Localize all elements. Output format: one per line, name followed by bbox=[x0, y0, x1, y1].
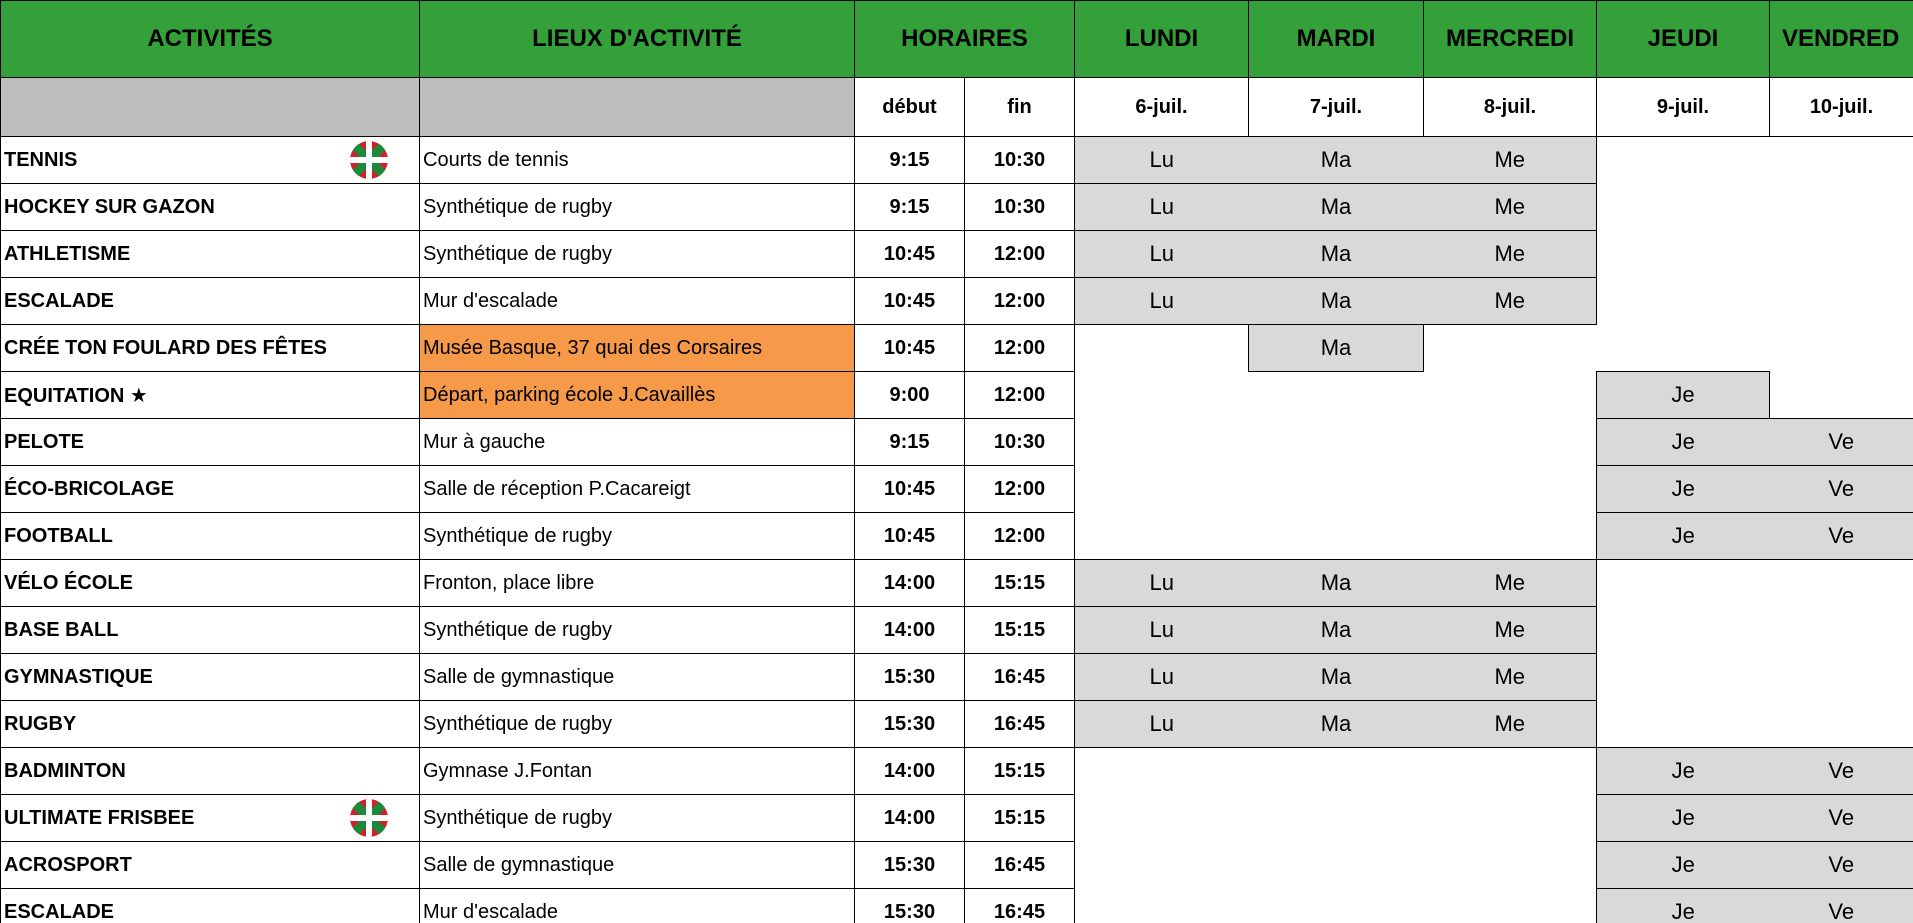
day-cell-mardi[interactable]: Ma bbox=[1249, 560, 1424, 607]
day-cell-mardi[interactable]: Ma bbox=[1249, 231, 1424, 278]
place-cell[interactable]: Synthétique de rugby bbox=[420, 513, 855, 560]
day-cell-mardi[interactable] bbox=[1249, 889, 1424, 923]
activity-name: GYMNASTIQUE bbox=[4, 665, 153, 688]
day-cell-vendredi[interactable] bbox=[1770, 231, 1913, 278]
date-lundi[interactable]: 6-juil. bbox=[1075, 78, 1249, 137]
start-time-cell[interactable]: 15:30 bbox=[855, 842, 965, 889]
day-cell-mardi[interactable] bbox=[1249, 842, 1424, 889]
activity-cell[interactable] bbox=[1, 795, 420, 842]
subheader-fin[interactable]: fin bbox=[965, 78, 1075, 137]
activity-name: HOCKEY SUR GAZON bbox=[4, 195, 215, 218]
date-vendredi[interactable]: 10-juil. bbox=[1770, 78, 1913, 137]
end-time-cell[interactable]: 10:30 bbox=[965, 184, 1075, 231]
activity-name: BASE BALL bbox=[4, 618, 119, 641]
activity-name: ESCALADE bbox=[4, 289, 115, 312]
end-time-cell[interactable]: 12:00 bbox=[965, 513, 1075, 560]
start-time-cell[interactable]: 15:30 bbox=[855, 701, 965, 748]
date-mardi[interactable]: 7-juil. bbox=[1249, 78, 1424, 137]
start-time-cell[interactable]: 14:00 bbox=[855, 560, 965, 607]
date-jeudi[interactable]: 9-juil. bbox=[1597, 78, 1770, 137]
activity-cell[interactable] bbox=[1, 231, 420, 278]
day-cell-jeudi[interactable] bbox=[1597, 560, 1770, 607]
day-cell-mercredi[interactable] bbox=[1424, 795, 1597, 842]
header-lundi[interactable]: LUNDI bbox=[1075, 1, 1249, 78]
day-cell-mardi[interactable]: Ma bbox=[1249, 278, 1424, 325]
day-cell-vendredi[interactable]: Ve bbox=[1770, 419, 1913, 466]
place-cell[interactable]: Salle de réception P.Cacareigt bbox=[420, 466, 855, 513]
day-cell-vendredi[interactable] bbox=[1770, 137, 1913, 184]
end-time-cell[interactable]: 12:00 bbox=[965, 372, 1075, 419]
day-cell-vendredi[interactable] bbox=[1770, 701, 1913, 748]
activity-name: ACROSPORT bbox=[4, 853, 132, 876]
day-cell-lundi[interactable]: Lu bbox=[1075, 137, 1249, 184]
day-cell-jeudi[interactable]: Je bbox=[1597, 748, 1770, 795]
day-cell-jeudi[interactable] bbox=[1597, 137, 1770, 184]
day-cell-vendredi[interactable]: Ve bbox=[1770, 842, 1913, 889]
day-cell-vendredi[interactable] bbox=[1770, 278, 1913, 325]
day-cell-lundi[interactable] bbox=[1075, 372, 1249, 419]
table-row bbox=[1, 231, 1913, 278]
table-row bbox=[1, 889, 1913, 923]
activity-name: BADMINTON bbox=[4, 759, 126, 782]
subheader-blank-activites[interactable] bbox=[1, 78, 420, 137]
activity-cell[interactable] bbox=[1, 842, 420, 889]
activity-name: TENNIS bbox=[4, 148, 78, 171]
day-cell-lundi[interactable]: Lu bbox=[1075, 560, 1249, 607]
day-cell-jeudi[interactable] bbox=[1597, 654, 1770, 701]
start-time-cell[interactable]: 10:45 bbox=[855, 325, 965, 372]
table-row bbox=[1, 795, 1913, 842]
day-cell-vendredi[interactable]: Ve bbox=[1770, 889, 1913, 923]
header-activites[interactable]: ACTIVITÉS bbox=[1, 1, 420, 78]
day-cell-mercredi[interactable] bbox=[1424, 842, 1597, 889]
day-cell-mercredi[interactable] bbox=[1424, 513, 1597, 560]
place-cell[interactable]: Salle de gymnastique bbox=[420, 842, 855, 889]
place-cell[interactable]: Salle de gymnastique bbox=[420, 654, 855, 701]
activity-name: RUGBY bbox=[4, 712, 77, 735]
start-time-cell[interactable]: 9:00 bbox=[855, 372, 965, 419]
day-cell-jeudi[interactable] bbox=[1597, 231, 1770, 278]
day-cell-lundi[interactable] bbox=[1075, 889, 1249, 923]
activity-cell[interactable] bbox=[1, 701, 420, 748]
activity-cell[interactable] bbox=[1, 513, 420, 560]
header-horaires[interactable]: HORAIRES bbox=[855, 1, 1075, 78]
day-cell-jeudi[interactable] bbox=[1597, 325, 1770, 372]
place-cell[interactable]: Synthétique de rugby bbox=[420, 795, 855, 842]
day-cell-mardi[interactable]: Ma bbox=[1249, 184, 1424, 231]
activity-cell[interactable] bbox=[1, 184, 420, 231]
activity-cell[interactable] bbox=[1, 889, 420, 923]
activity-cell[interactable] bbox=[1, 654, 420, 701]
day-cell-lundi[interactable] bbox=[1075, 513, 1249, 560]
place-cell[interactable]: Mur d'escalade bbox=[420, 278, 855, 325]
activity-cell[interactable] bbox=[1, 466, 420, 513]
day-cell-mercredi[interactable]: Me bbox=[1424, 184, 1597, 231]
end-time-cell[interactable]: 15:15 bbox=[965, 607, 1075, 654]
day-cell-lundi[interactable] bbox=[1075, 419, 1249, 466]
end-time-cell[interactable]: 12:00 bbox=[965, 325, 1075, 372]
end-time-cell[interactable]: 12:00 bbox=[965, 231, 1075, 278]
day-cell-mercredi[interactable]: Me bbox=[1424, 607, 1597, 654]
day-cell-lundi[interactable] bbox=[1075, 748, 1249, 795]
end-time-cell[interactable]: 16:45 bbox=[965, 889, 1075, 923]
table-row bbox=[1, 513, 1913, 560]
day-cell-mercredi[interactable]: Me bbox=[1424, 231, 1597, 278]
table-row bbox=[1, 137, 1913, 184]
day-cell-lundi[interactable] bbox=[1075, 466, 1249, 513]
day-cell-jeudi[interactable]: Je bbox=[1597, 513, 1770, 560]
place-cell[interactable]: Synthétique de rugby bbox=[420, 184, 855, 231]
activity-cell[interactable] bbox=[1, 419, 420, 466]
header-vendredi[interactable]: VENDRED bbox=[1770, 1, 1913, 78]
day-cell-mercredi[interactable]: Me bbox=[1424, 701, 1597, 748]
end-time-cell[interactable]: 16:45 bbox=[965, 842, 1075, 889]
end-time-cell[interactable]: 10:30 bbox=[965, 419, 1075, 466]
start-time-cell[interactable]: 10:45 bbox=[855, 513, 965, 560]
day-cell-lundi[interactable]: Lu bbox=[1075, 607, 1249, 654]
day-cell-mercredi[interactable]: Me bbox=[1424, 560, 1597, 607]
subheader-blank-lieux[interactable] bbox=[420, 78, 855, 137]
start-time-cell[interactable]: 14:00 bbox=[855, 748, 965, 795]
activity-name: ESCALADE bbox=[4, 900, 115, 923]
place-cell[interactable]: Mur d'escalade bbox=[420, 889, 855, 923]
activity-name: VÉLO ÉCOLE bbox=[4, 571, 133, 594]
start-time-cell[interactable]: 10:45 bbox=[855, 466, 965, 513]
day-cell-mercredi[interactable] bbox=[1424, 325, 1597, 372]
end-time-cell[interactable]: 15:15 bbox=[965, 560, 1075, 607]
header-jeudi[interactable]: JEUDI bbox=[1597, 1, 1770, 78]
place-cell[interactable]: Synthétique de rugby bbox=[420, 607, 855, 654]
day-cell-jeudi[interactable]: Je bbox=[1597, 372, 1770, 419]
day-cell-mardi[interactable]: Ma bbox=[1249, 654, 1424, 701]
subheader-debut[interactable]: début bbox=[855, 78, 965, 137]
activity-cell[interactable] bbox=[1, 560, 420, 607]
table-row bbox=[1, 372, 1913, 419]
day-cell-mardi[interactable] bbox=[1249, 419, 1424, 466]
day-cell-jeudi[interactable]: Je bbox=[1597, 419, 1770, 466]
basque-flag-icon bbox=[349, 798, 389, 838]
end-time-cell[interactable]: 15:15 bbox=[965, 748, 1075, 795]
day-cell-mercredi[interactable] bbox=[1424, 419, 1597, 466]
activity-cell[interactable] bbox=[1, 372, 420, 419]
start-time-cell[interactable]: 14:00 bbox=[855, 795, 965, 842]
header-mardi[interactable]: MARDI bbox=[1249, 1, 1424, 78]
day-cell-jeudi[interactable]: Je bbox=[1597, 795, 1770, 842]
activity-cell[interactable] bbox=[1, 748, 420, 795]
activity-name: FOOTBALL bbox=[4, 524, 113, 547]
day-cell-lundi[interactable]: Lu bbox=[1075, 184, 1249, 231]
place-cell[interactable]: Fronton, place libre bbox=[420, 560, 855, 607]
table-row bbox=[1, 701, 1913, 748]
activity-cell[interactable] bbox=[1, 278, 420, 325]
day-cell-mardi[interactable] bbox=[1249, 513, 1424, 560]
table-row bbox=[1, 278, 1913, 325]
table-row bbox=[1, 184, 1913, 231]
day-cell-mardi[interactable]: Ma bbox=[1249, 325, 1424, 372]
place-cell[interactable]: Départ, parking école J.Cavaillès bbox=[420, 372, 855, 419]
day-cell-mardi[interactable] bbox=[1249, 466, 1424, 513]
start-time-cell[interactable]: 9:15 bbox=[855, 184, 965, 231]
basque-flag-icon bbox=[349, 140, 389, 180]
header-lieux[interactable]: LIEUX D'ACTIVITÉ bbox=[420, 1, 855, 78]
day-cell-vendredi[interactable]: Ve bbox=[1770, 795, 1913, 842]
day-cell-lundi[interactable]: Lu bbox=[1075, 231, 1249, 278]
end-time-cell[interactable]: 12:00 bbox=[965, 278, 1075, 325]
activity-name: ATHLETISME bbox=[4, 242, 131, 265]
activity-name: PELOTE bbox=[4, 430, 85, 453]
day-cell-mercredi[interactable]: Me bbox=[1424, 278, 1597, 325]
table-row bbox=[1, 325, 1913, 372]
date-mercredi[interactable]: 8-juil. bbox=[1424, 78, 1597, 137]
day-cell-mardi[interactable] bbox=[1249, 795, 1424, 842]
table-row bbox=[1, 748, 1913, 795]
start-time-cell[interactable]: 9:15 bbox=[855, 137, 965, 184]
end-time-cell[interactable]: 16:45 bbox=[965, 654, 1075, 701]
day-cell-vendredi[interactable] bbox=[1770, 654, 1913, 701]
end-time-cell[interactable]: 12:00 bbox=[965, 466, 1075, 513]
activity-cell[interactable] bbox=[1, 325, 420, 372]
day-cell-lundi[interactable]: Lu bbox=[1075, 701, 1249, 748]
table-row bbox=[1, 607, 1913, 654]
day-cell-mardi[interactable]: Ma bbox=[1249, 701, 1424, 748]
day-cell-lundi[interactable] bbox=[1075, 842, 1249, 889]
place-cell[interactable]: Synthétique de rugby bbox=[420, 231, 855, 278]
day-cell-lundi[interactable] bbox=[1075, 795, 1249, 842]
header-row bbox=[1, 1, 1913, 78]
end-time-cell[interactable]: 10:30 bbox=[965, 137, 1075, 184]
activity-name: EQUITATION ★ bbox=[4, 384, 148, 407]
table-row bbox=[1, 654, 1913, 701]
place-cell[interactable]: Gymnase J.Fontan bbox=[420, 748, 855, 795]
activity-name: ULTIMATE FRISBEE bbox=[4, 806, 195, 829]
table-row bbox=[1, 560, 1913, 607]
start-time-cell[interactable]: 14:00 bbox=[855, 607, 965, 654]
day-cell-jeudi[interactable] bbox=[1597, 607, 1770, 654]
header-mercredi[interactable]: MERCREDI bbox=[1424, 1, 1597, 78]
start-time-cell[interactable]: 10:45 bbox=[855, 231, 965, 278]
day-cell-mercredi[interactable] bbox=[1424, 466, 1597, 513]
day-cell-jeudi[interactable] bbox=[1597, 184, 1770, 231]
day-cell-mercredi[interactable] bbox=[1424, 372, 1597, 419]
day-cell-jeudi[interactable] bbox=[1597, 701, 1770, 748]
day-cell-mercredi[interactable]: Me bbox=[1424, 654, 1597, 701]
day-cell-mercredi[interactable] bbox=[1424, 889, 1597, 923]
day-cell-jeudi[interactable]: Je bbox=[1597, 889, 1770, 923]
table-row bbox=[1, 842, 1913, 889]
day-cell-mardi[interactable] bbox=[1249, 748, 1424, 795]
day-cell-mardi[interactable] bbox=[1249, 372, 1424, 419]
day-cell-jeudi[interactable]: Je bbox=[1597, 842, 1770, 889]
day-cell-vendredi[interactable] bbox=[1770, 607, 1913, 654]
day-cell-vendredi[interactable] bbox=[1770, 184, 1913, 231]
day-cell-lundi[interactable] bbox=[1075, 325, 1249, 372]
day-cell-vendredi[interactable] bbox=[1770, 372, 1913, 419]
table-row bbox=[1, 419, 1913, 466]
day-cell-vendredi[interactable]: Ve bbox=[1770, 466, 1913, 513]
day-cell-vendredi[interactable] bbox=[1770, 560, 1913, 607]
start-time-cell[interactable]: 15:30 bbox=[855, 654, 965, 701]
place-cell[interactable]: Mur à gauche bbox=[420, 419, 855, 466]
schedule-body bbox=[1, 137, 1913, 923]
activity-name: ÉCO-BRICOLAGE bbox=[4, 477, 174, 500]
start-time-cell[interactable]: 10:45 bbox=[855, 278, 965, 325]
day-cell-vendredi[interactable]: Ve bbox=[1770, 513, 1913, 560]
start-time-cell[interactable]: 15:30 bbox=[855, 889, 965, 923]
day-cell-jeudi[interactable] bbox=[1597, 278, 1770, 325]
place-cell[interactable]: Musée Basque, 37 quai des Corsaires bbox=[420, 325, 855, 372]
activity-cell[interactable] bbox=[1, 607, 420, 654]
day-cell-lundi[interactable]: Lu bbox=[1075, 278, 1249, 325]
day-cell-mercredi[interactable] bbox=[1424, 748, 1597, 795]
day-cell-vendredi[interactable] bbox=[1770, 325, 1913, 372]
activity-cell[interactable] bbox=[1, 137, 420, 184]
day-cell-mercredi[interactable]: Me bbox=[1424, 137, 1597, 184]
end-time-cell[interactable]: 16:45 bbox=[965, 701, 1075, 748]
place-cell[interactable]: Synthétique de rugby bbox=[420, 701, 855, 748]
subheader-row bbox=[1, 78, 1913, 137]
day-cell-lundi[interactable]: Lu bbox=[1075, 654, 1249, 701]
activity-name: CRÉE TON FOULARD DES FÊTES bbox=[4, 336, 327, 359]
day-cell-mardi[interactable]: Ma bbox=[1249, 607, 1424, 654]
day-cell-jeudi[interactable]: Je bbox=[1597, 466, 1770, 513]
day-cell-vendredi[interactable]: Ve bbox=[1770, 748, 1913, 795]
day-cell-mardi[interactable]: Ma bbox=[1249, 137, 1424, 184]
place-cell[interactable]: Courts de tennis bbox=[420, 137, 855, 184]
table-row bbox=[1, 466, 1913, 513]
start-time-cell[interactable]: 9:15 bbox=[855, 419, 965, 466]
end-time-cell[interactable]: 15:15 bbox=[965, 795, 1075, 842]
